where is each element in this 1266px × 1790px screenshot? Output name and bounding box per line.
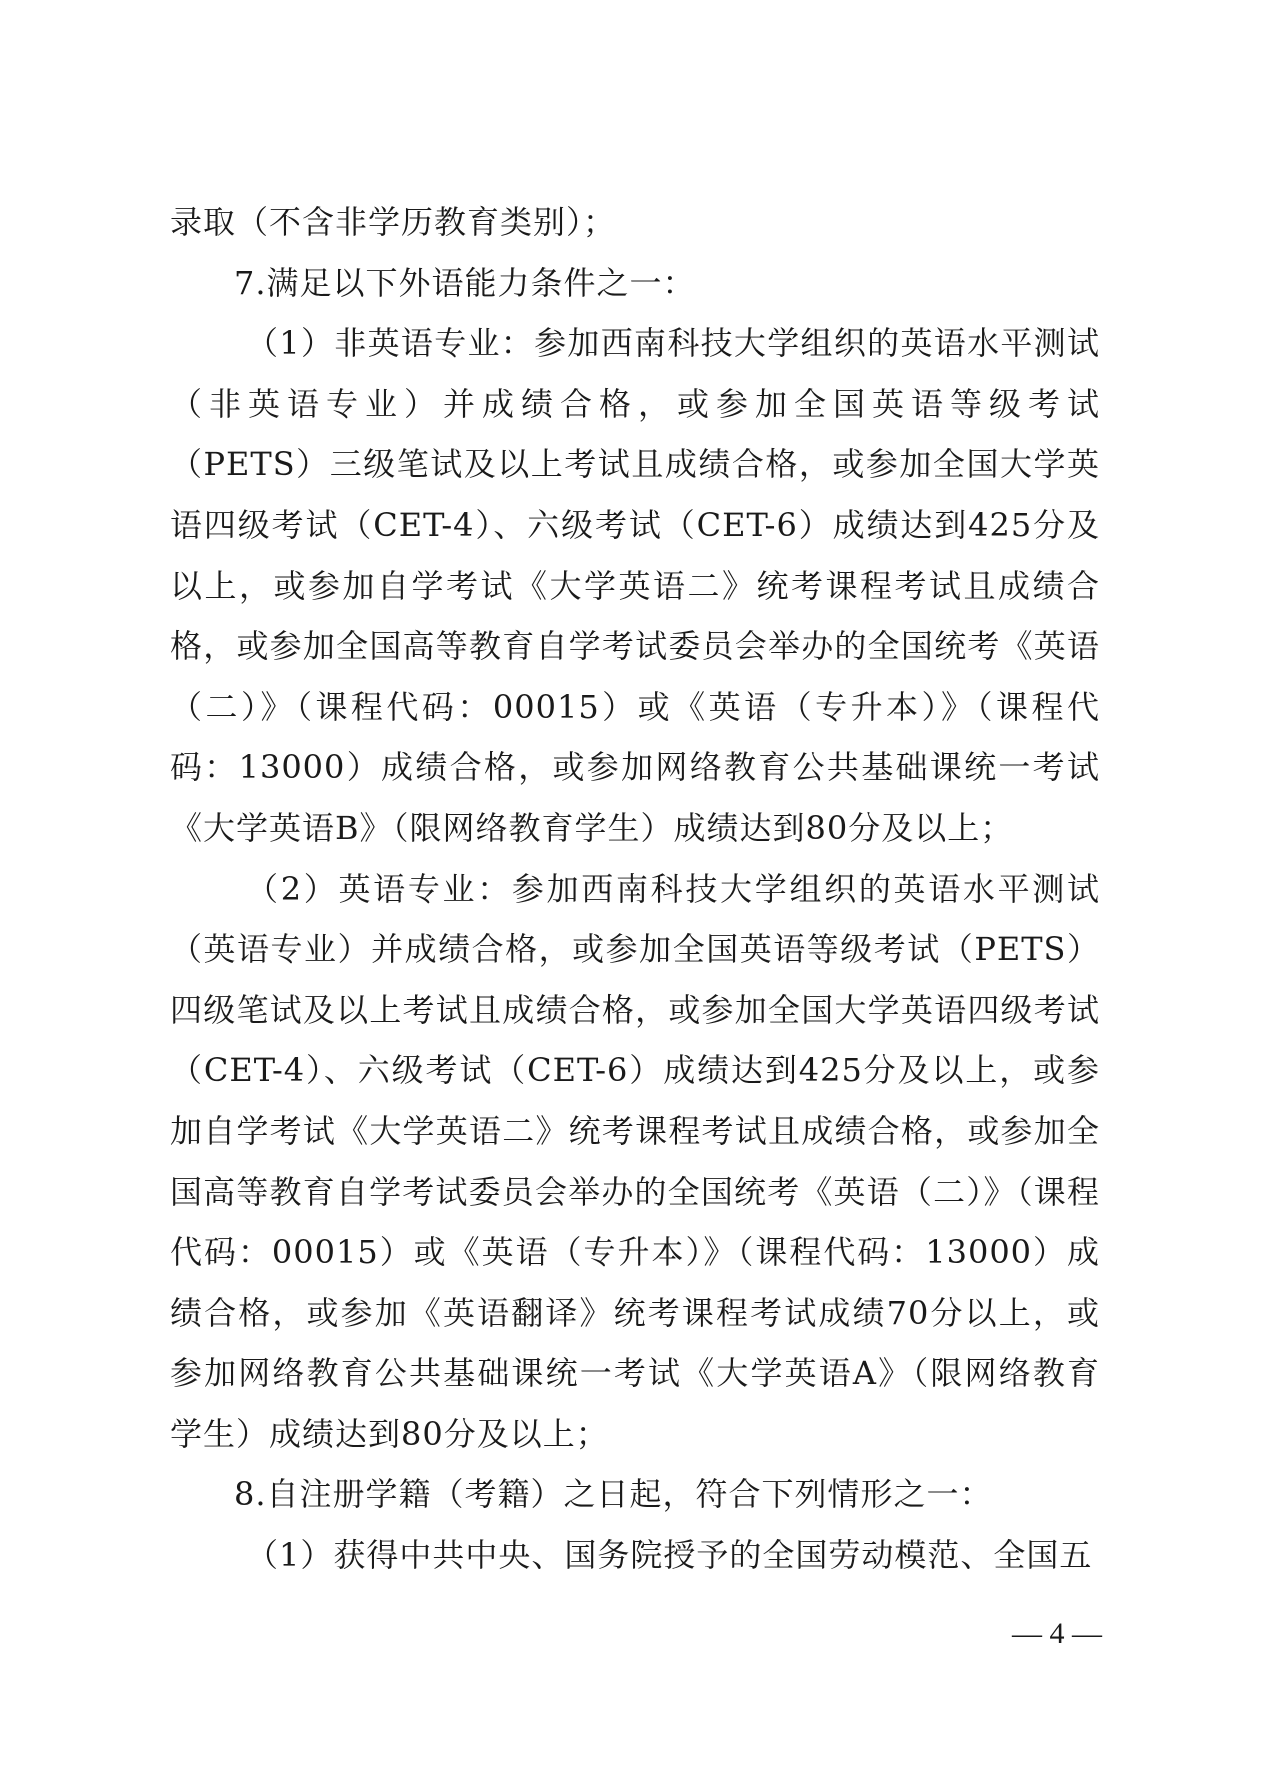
paragraph-continuation: 录取（不含非学历教育类别）；	[170, 203, 617, 241]
paragraph-sub-item-1-non-english: （1）非英语专业：参加西南科技大学组织的英语水平测试（非英语专业）并成绩合格，或参加全国英语等级考试（PETS）三级笔试及以上考试且成绩合格，或参加全国大学英语四级考试（CET-4）、六级考试（CET-6）成绩达到425分及以上，或参加自学考试《大学英语二》统考课程考试且成绩合格，或参加全国高等教育自学考试委员会举办的全国统考《英语（二）》（课程代码：00015）或《英语（专升本）》（课程代码：13000）成绩合格，或参加网络教育公共基础课统一考试《大学英语B》（限网络教育学生）成绩达到80分及以上；	[170, 324, 1100, 847]
page-number: — 4 —	[1012, 1617, 1102, 1650]
paragraph-sub-item-2-english: （2）英语专业：参加西南科技大学组织的英语水平测试（英语专业）并成绩合格，或参加全国英语等级考试（PETS）四级笔试及以上考试且成绩合格，或参加全国大学英语四级考试（CET-4）、六级考试（CET-6）成绩达到425分及以上，或参加自学考试《大学英语二》统考课程考试且成绩合格，或参加全国高等教育自学考试委员会举办的全国统考《英语（二）》（课程代码：00015）或《英语（专升本）》（课程代码：13000）成绩合格，或参加《英语翻译》统考课程考试成绩70分以上，或参加网络教育公共基础课统一考试《大学英语A》（限网络教育学生）成绩达到80分及以上；	[170, 869, 1100, 1453]
document-body	[170, 192, 1100, 1586]
paragraph-item-7: 7.满足以下外语能力条件之一：	[234, 263, 696, 302]
paragraph-item-8: 8.自注册学籍（考籍）之日起，符合下列情形之一：	[234, 1475, 993, 1514]
paragraph-sub-item-1-honors: （1）获得中共中央、国务院授予的全国劳动模范、全国五	[246, 1536, 1093, 1575]
